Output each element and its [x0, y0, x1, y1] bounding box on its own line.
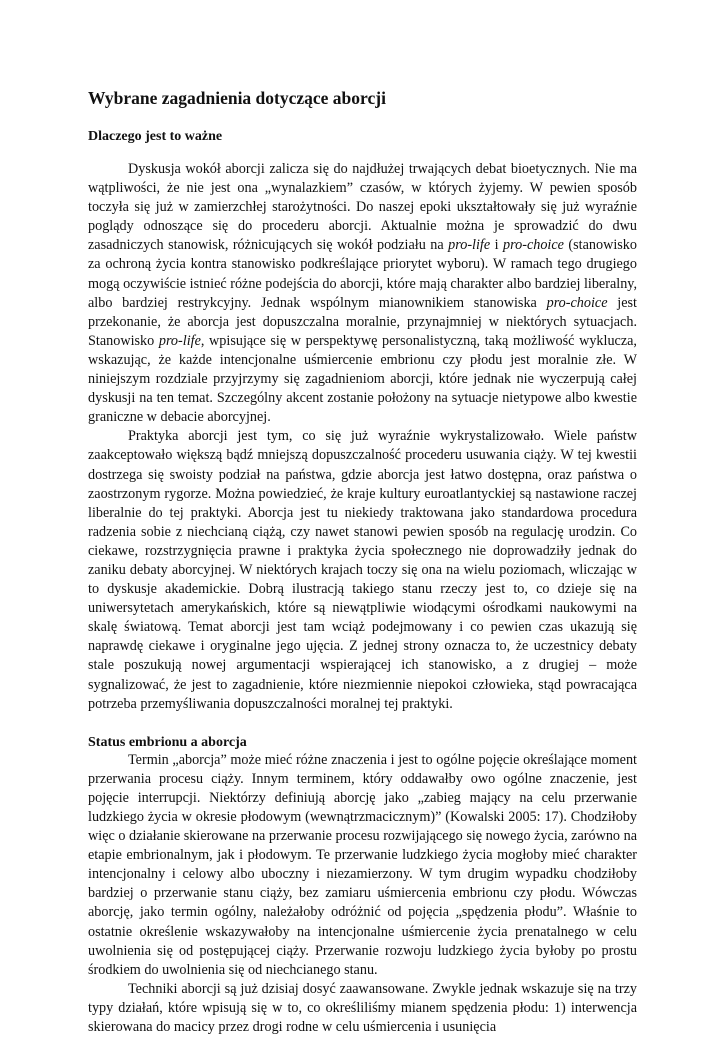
paragraph: Techniki aborcji są już dzisiaj dosyć zaawansowane. Zwykle jednak wskazuje się na trzy typy działań, które wpisują się w to, co określiliśmy mianem spędzenia płodu: 1) interwencja skierowana do macicy przez drogi rodne w celu uśmiercenia i usunięcia — [88, 980, 637, 1036]
paragraph: Termin „aborcja” może mieć różne znaczenia i jest to ogólne pojęcie określające moment przerwania procesu ciąży. Innym terminem, który oddawałby owo ogólne znaczenie, jest pojęcie interrupcji. Niektórzy definiują aborcję jako „zabieg mający na celu przerwanie ludzkiego życia w okresie płodowym (wewnątrzmacicznym)” (Kowalski 2005: 17). Chodziłoby więc o działanie skierowane na przerwanie procesu rozwijającego się nowego życia, zarówno na etapie embrionalnym, jak i płodowym. Te przerwanie ludzkiego życia mogłoby mieć charakter intencjonalny i celowy albo uboczny i niezamierzony. W tym drugim wypadku chodziłoby bardziej o przerwanie stanu ciąży, bez zamiaru uśmiercenia embrionu czy płodu. Wówczas aborcję, jako termin ogólny, należałoby odróżnić od pojęcia „spędzenia płodu”. Właśnie to ostatnie określenie wskazywałoby na intencjonalne uśmiercenie życia prenatalnego w celu uwolnienia się od postępującej ciąży. Przerwanie rozwoju ludzkiego życia byłoby po prostu środkiem do uwolnienia się od niechcianego stanu. — [88, 751, 637, 978]
paragraph: Praktyka aborcji jest tym, co się już wyraźnie wykrystalizowało. Wiele państw zaakceptowało większą bądź mniejszą dopuszczalność procederu usuwania ciąży. W tej kwestii dostrzega się swoisty podział na państwa, gdzie aborcja jest łatwo dostępna, oraz państwa o zaostrzonym rygorze. Można powiedzieć, że kraje kultury euroatlantyckiej są nastawione raczej liberalnie do tej praktyki. Aborcja jest tu niekiedy traktowana jako standardowa procedura radzenia sobie z niechcianą ciążą, czy nawet stanowi pewien sposób na regulację urodzin. Co ciekawe, rozstrzygnięcia prawne i praktyka życia społecznego nie doprowadziły jednak do zaniku debaty aborcyjnej. W niektórych krajach toczy się ona na wielu poziomach, wliczając w to dyskusje akademickie. Dobrą ilustracją takiego stanu rzeczy jest to, co dzieje się na uniwersytetach amerykańskich, które są niewątpliwie wiodącymi ośrodkami naukowymi na skalę światową. Temat aborcji jest tam wciąż podejmowany i co pewien czas ukazują się naprawdę ciekawe i oryginalne jego ujęcia. Z jednej strony oznacza to, że uczestnicy debaty stale poszukują nowej argumentacji wspierającej ich stanowisko, a z drugiej – może sygnalizować, że jest to zagadnienie, które niezmiennie niepokoi człowieka, stąd powracająca potrzeba przemyśliwania dopuszczalności moralnej tej praktyki. — [88, 428, 637, 712]
paragraph: Dyskusja wokół aborcji zalicza się do najdłużej trwających debat bioetycznych. Nie ma wątpliwości, że nie jest ona „wynalazkiem” czasów, w których żyjemy. W pewien sposób toczyła się już w zamierzchłej starożytności. Do naszej epoki ukształtowały się już wyraźnie poglądy odnoszące się do procederu aborcji. Aktualnie można je sprowadzić do dwu zasadniczych stanowisk, różnicujących się wokół podziału na pro-life i pro-choice (stanowisko za ochroną życia kontra stanowisko podkreślające priorytet wyboru). W ramach tego drugiego mogą oczywiście istnieć różne podejścia do aborcji, które mają charakter albo bardziej liberalny, albo bardziej restrykcyjny. Jednak wspólnym mianownikiem stanowiska pro-choice jest przekonanie, że aborcja jest dopuszczalna moralnie, przynajmniej w niektórych sytuacjach. Stanowisko pro-life, wpisujące się w perspektywę personalistyczną, taką możliwość wyklucza, wskazując, że każde intencjonalne uśmiercenie embrionu czy płodu jest moralnie złe. W niniejszym rozdziale przyjrzymy się zagadnieniom aborcji, które jednak nie wyczerpują całej dyskusji na ten temat. Szczególny akcent zostanie położony na sytuacje nietypowe albo kwestie graniczne w debacie aborcyjnej. — [88, 161, 638, 426]
document-title: Wybrane zagadnienia dotyczące aborcji — [88, 88, 386, 108]
section-heading-embryo-status: Status embrionu a aborcja — [88, 734, 247, 750]
section-heading-why-important: Dlaczego jest to ważne — [88, 129, 223, 144]
